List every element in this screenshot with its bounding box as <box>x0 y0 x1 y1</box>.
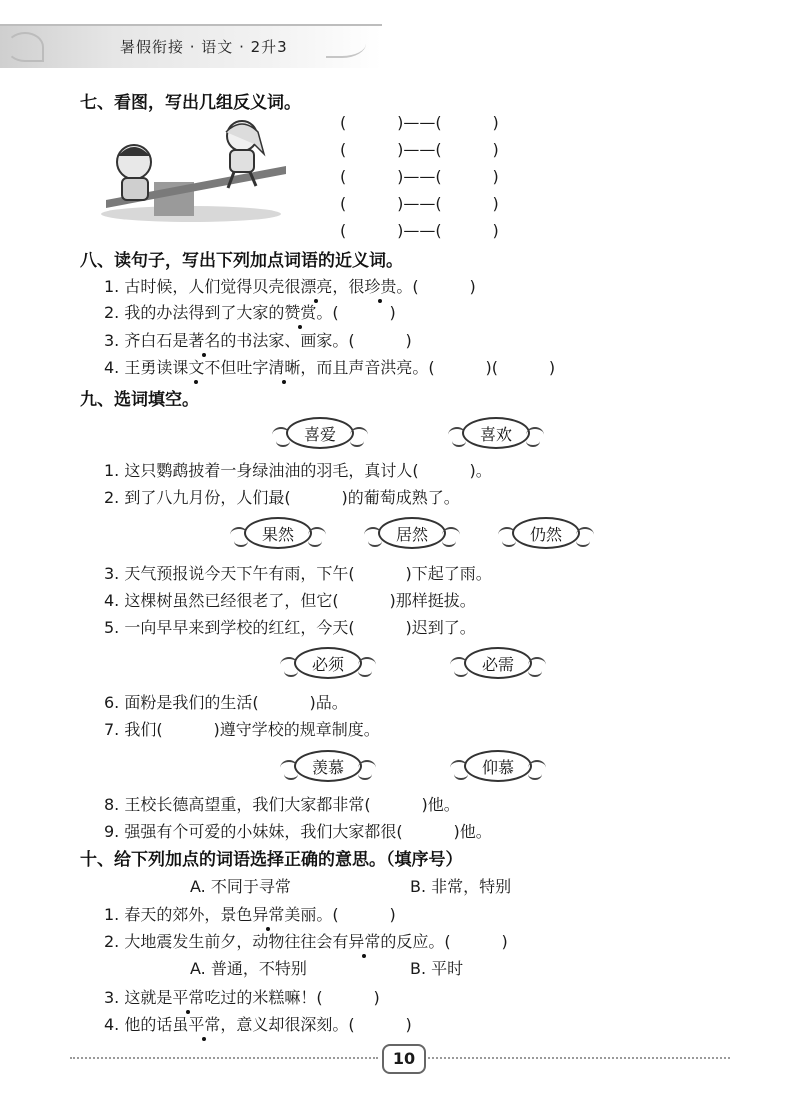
fill-item-3: 3. 天气预报说今天下午有雨，下午( )下起了雨。 <box>104 564 492 583</box>
synonym-item-1: 1. 古时候，人们觉得贝壳很漂亮，很珍贵。( ) <box>104 274 476 297</box>
word-badge: 仍然 <box>498 515 594 553</box>
word-badge: 喜欢 <box>448 415 544 453</box>
fill-item-2: 2. 到了八九月份，人们最( )的葡萄成熟了。 <box>104 488 460 507</box>
antonym-pair-row: ( )——( ) <box>340 194 499 213</box>
word-badge: 必须 <box>280 645 376 683</box>
meaning-option-b: B. 平时 <box>410 959 464 978</box>
dotted-word: 平常 <box>172 985 204 1008</box>
fill-item-7: 7. 我们( )遵守学校的规章制度。 <box>104 720 380 739</box>
fill-item-6: 6. 面粉是我们的生活( )品。 <box>104 693 348 712</box>
meaning-option-b: B. 非常，特别 <box>410 877 512 896</box>
fill-item-1: 1. 这只鹦鹉披着一身绿油油的羽毛，真讨人( )。 <box>104 461 492 480</box>
dotted-word: 著名 <box>188 328 220 351</box>
dotted-word: 漂亮 <box>300 274 332 297</box>
section-7-title: 七、看图，写出几组反义词。 <box>80 93 301 113</box>
word-badge: 居然 <box>364 515 460 553</box>
dotted-word: 异常 <box>252 902 284 925</box>
synonym-item-3: 3. 齐白石是著名的书法家、画家。( ) <box>104 328 412 351</box>
antonym-pair-row: ( )——( ) <box>340 221 499 240</box>
word-badge: 喜爱 <box>272 415 368 453</box>
decor-swirl-left <box>6 32 44 62</box>
section-10-title: 十、给下列加点的词语选择正确的意思。（填序号） <box>80 850 463 870</box>
antonym-pair-row: ( )——( ) <box>340 140 499 159</box>
meaning-item-4: 4. 他的话虽平常，意义却很深刻。( ) <box>104 1012 412 1035</box>
meaning-option-a: A. 普通，不特别 <box>190 959 307 978</box>
meaning-item-3: 3. 这就是平常吃过的米糕嘛！( ) <box>104 985 380 1008</box>
antonym-pair-row: ( )——( ) <box>340 167 499 186</box>
antonym-pair-row: ( )——( ) <box>340 113 499 132</box>
synonym-item-4: 4. 王勇读课文不但吐字清晰，而且声音洪亮。( )( ) <box>104 355 555 378</box>
page-number: 10 <box>382 1044 426 1074</box>
dotted-word: 清晰 <box>268 355 300 378</box>
fill-item-9: 9. 强强有个可爱的小妹妹，我们大家都很( )他。 <box>104 822 492 841</box>
meaning-item-1: 1. 春天的郊外，景色异常美丽。( ) <box>104 902 396 925</box>
synonym-item-2: 2. 我的办法得到了大家的赞赏。( ) <box>104 300 396 323</box>
dotted-word: 珍贵 <box>364 274 396 297</box>
dotted-word: 文 <box>188 355 204 378</box>
word-badge: 果然 <box>230 515 326 553</box>
dotted-word: 赞赏 <box>284 300 316 323</box>
word-badge: 羡慕 <box>280 748 376 786</box>
section-8-title: 八、读句子，写出下列加点词语的近义词。 <box>80 251 403 271</box>
dotted-word: 平常 <box>188 1012 220 1035</box>
header-title: 暑假衔接 · 语文 · 2升3 <box>120 38 288 56</box>
section-9-title: 九、选词填空。 <box>80 390 199 410</box>
footer-divider-right <box>428 1057 730 1059</box>
word-badge: 仰慕 <box>450 748 546 786</box>
footer-divider-left <box>70 1057 378 1059</box>
word-badge: 必需 <box>450 645 546 683</box>
seesaw-children-illustration <box>96 114 286 224</box>
meaning-item-2: 2. 大地震发生前夕，动物往往会有异常的反应。( ) <box>104 929 508 952</box>
fill-item-4: 4. 这棵树虽然已经很老了，但它( )那样挺拔。 <box>104 591 476 610</box>
fill-item-5: 5. 一向早早来到学校的红红，今天( )迟到了。 <box>104 618 476 637</box>
decor-swirl-right <box>326 34 366 58</box>
fill-item-8: 8. 王校长德高望重，我们大家都非常( )他。 <box>104 795 460 814</box>
dotted-word: 异常 <box>348 929 380 952</box>
meaning-option-a: A. 不同于寻常 <box>190 877 291 896</box>
